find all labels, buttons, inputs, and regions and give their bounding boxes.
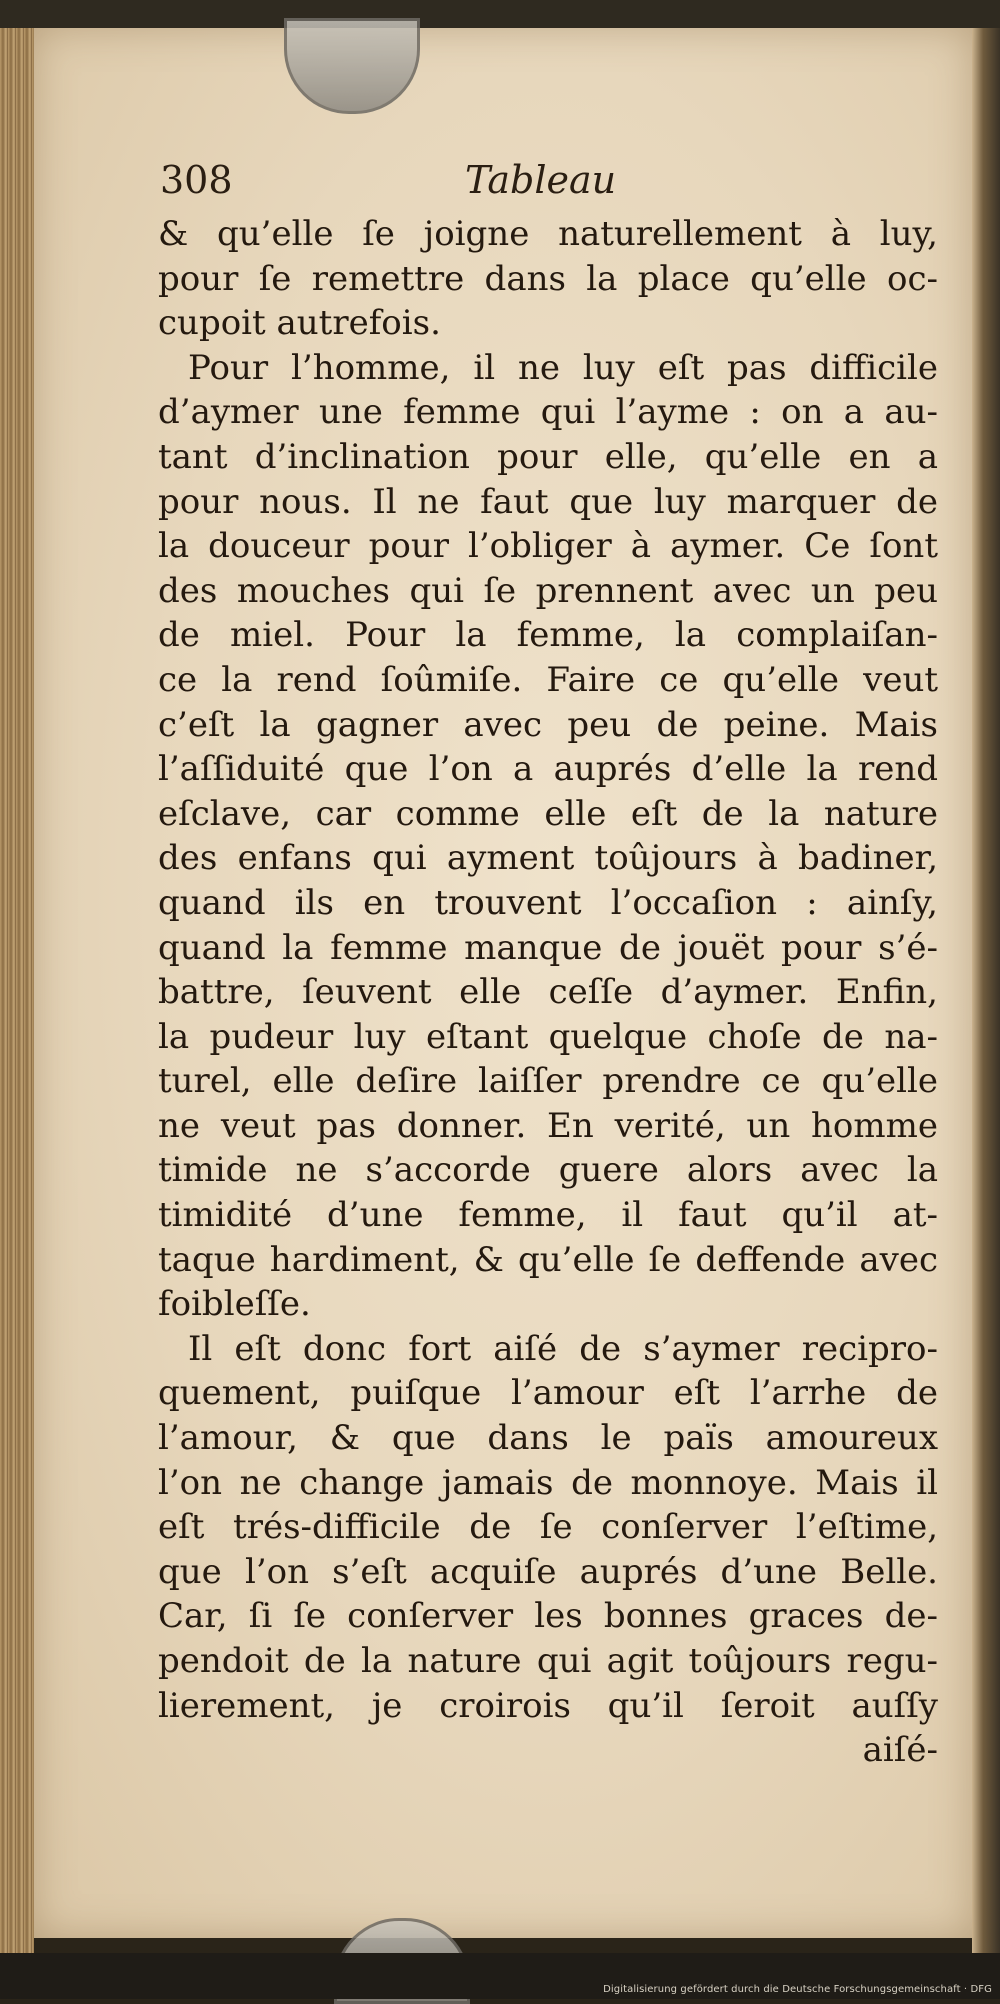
text-line: lierement, je croirois qu’il ſeroit auſſy	[158, 1685, 938, 1726]
text-line: cupoit autrefois.	[158, 303, 441, 344]
text-line: quand la femme manque de jouët pour s’é-	[158, 927, 938, 968]
text-line: pour nous. Il ne faut que luy marquer de	[158, 481, 938, 522]
text-line: que l’on s’eſt acquiſe auprés d’une Belle.	[158, 1551, 938, 1592]
text-line: l’amour, & que dans le païs amoureux	[158, 1418, 938, 1459]
body-text	[158, 212, 938, 1773]
text-line: foibleſſe.	[158, 1284, 311, 1325]
text-line: pendoit de la nature qui agit toûjours regu-	[158, 1641, 938, 1681]
running-title: Tableau	[465, 158, 617, 202]
text-line: l’aſſiduité que l’on a auprés d’elle la rend	[158, 749, 938, 790]
text-line: des mouches qui ſe prennent avec un peu	[158, 570, 938, 611]
text-line: eſclave, car comme elle eſt de la nature	[158, 793, 938, 834]
text-line: l’on ne change jamais de monnoye. Mais il	[158, 1462, 938, 1503]
digitization-credit: Digitalisierung gefördert durch die Deutsche Forschungsgemeinschaft · DFG	[603, 1984, 992, 1995]
book-binding-edge	[972, 28, 1000, 1953]
page-stack-edge	[0, 28, 34, 1953]
text-line: ne veut pas donner. En verité, un homme	[158, 1105, 938, 1146]
text-line: c’eſt la gagner avec peu de peine. Mais	[158, 704, 938, 745]
text-line: la pudeur luy eſtant quelque choſe de na-	[158, 1016, 938, 1057]
text-line: turel, elle deſire laiſſer prendre ce qu’elle	[158, 1061, 938, 1102]
page-number: 308	[160, 158, 233, 202]
page-clip-top	[284, 18, 420, 114]
text-line: pour ſe remettre dans la place qu’elle oc-	[158, 258, 938, 299]
text-line: quand ils en trouvent l’occaſion : ainſy,	[158, 882, 938, 923]
text-line: la douceur pour l’obliger à aymer. Ce ſont	[158, 526, 938, 567]
page-header	[160, 158, 940, 218]
text-line: battre, ſeuvent elle ceſſe d’aymer. Enfin,	[158, 972, 938, 1013]
text-line: & qu’elle ſe joigne naturellement à luy,	[158, 214, 938, 254]
text-line: Il eſt donc fort aiſé de s’aymer recipro-	[188, 1328, 938, 1369]
text-line: Car, ſi ſe conſerver les bonnes graces de-	[158, 1596, 938, 1637]
text-line: aiſé-	[862, 1730, 938, 1771]
text-line: taque hardiment, & qu’elle ſe deffende avec	[158, 1239, 938, 1280]
text-line: timidité d’une femme, il faut qu’il at-	[158, 1195, 938, 1236]
text-line: tant d’inclination pour elle, qu’elle en a	[158, 436, 938, 477]
text-line: des enfans qui ayment toûjours à badiner,	[158, 838, 938, 879]
text-line: Pour l’homme, il ne luy eſt pas difficile	[188, 347, 938, 388]
text-line: timide ne s’accorde guere alors avec la	[158, 1150, 938, 1191]
text-line: de miel. Pour la femme, la complaiſan-	[158, 615, 938, 656]
text-line: eſt trés-difficile de ſe conſerver l’eſtime,	[158, 1507, 938, 1548]
text-line: ce la rend ſoûmiſe. Faire ce qu’elle veut	[158, 659, 938, 700]
text-line: quement, puiſque l’amour eſt l’arrhe de	[158, 1373, 938, 1414]
text-line: d’aymer une femme qui l’ayme : on a au-	[158, 392, 938, 433]
